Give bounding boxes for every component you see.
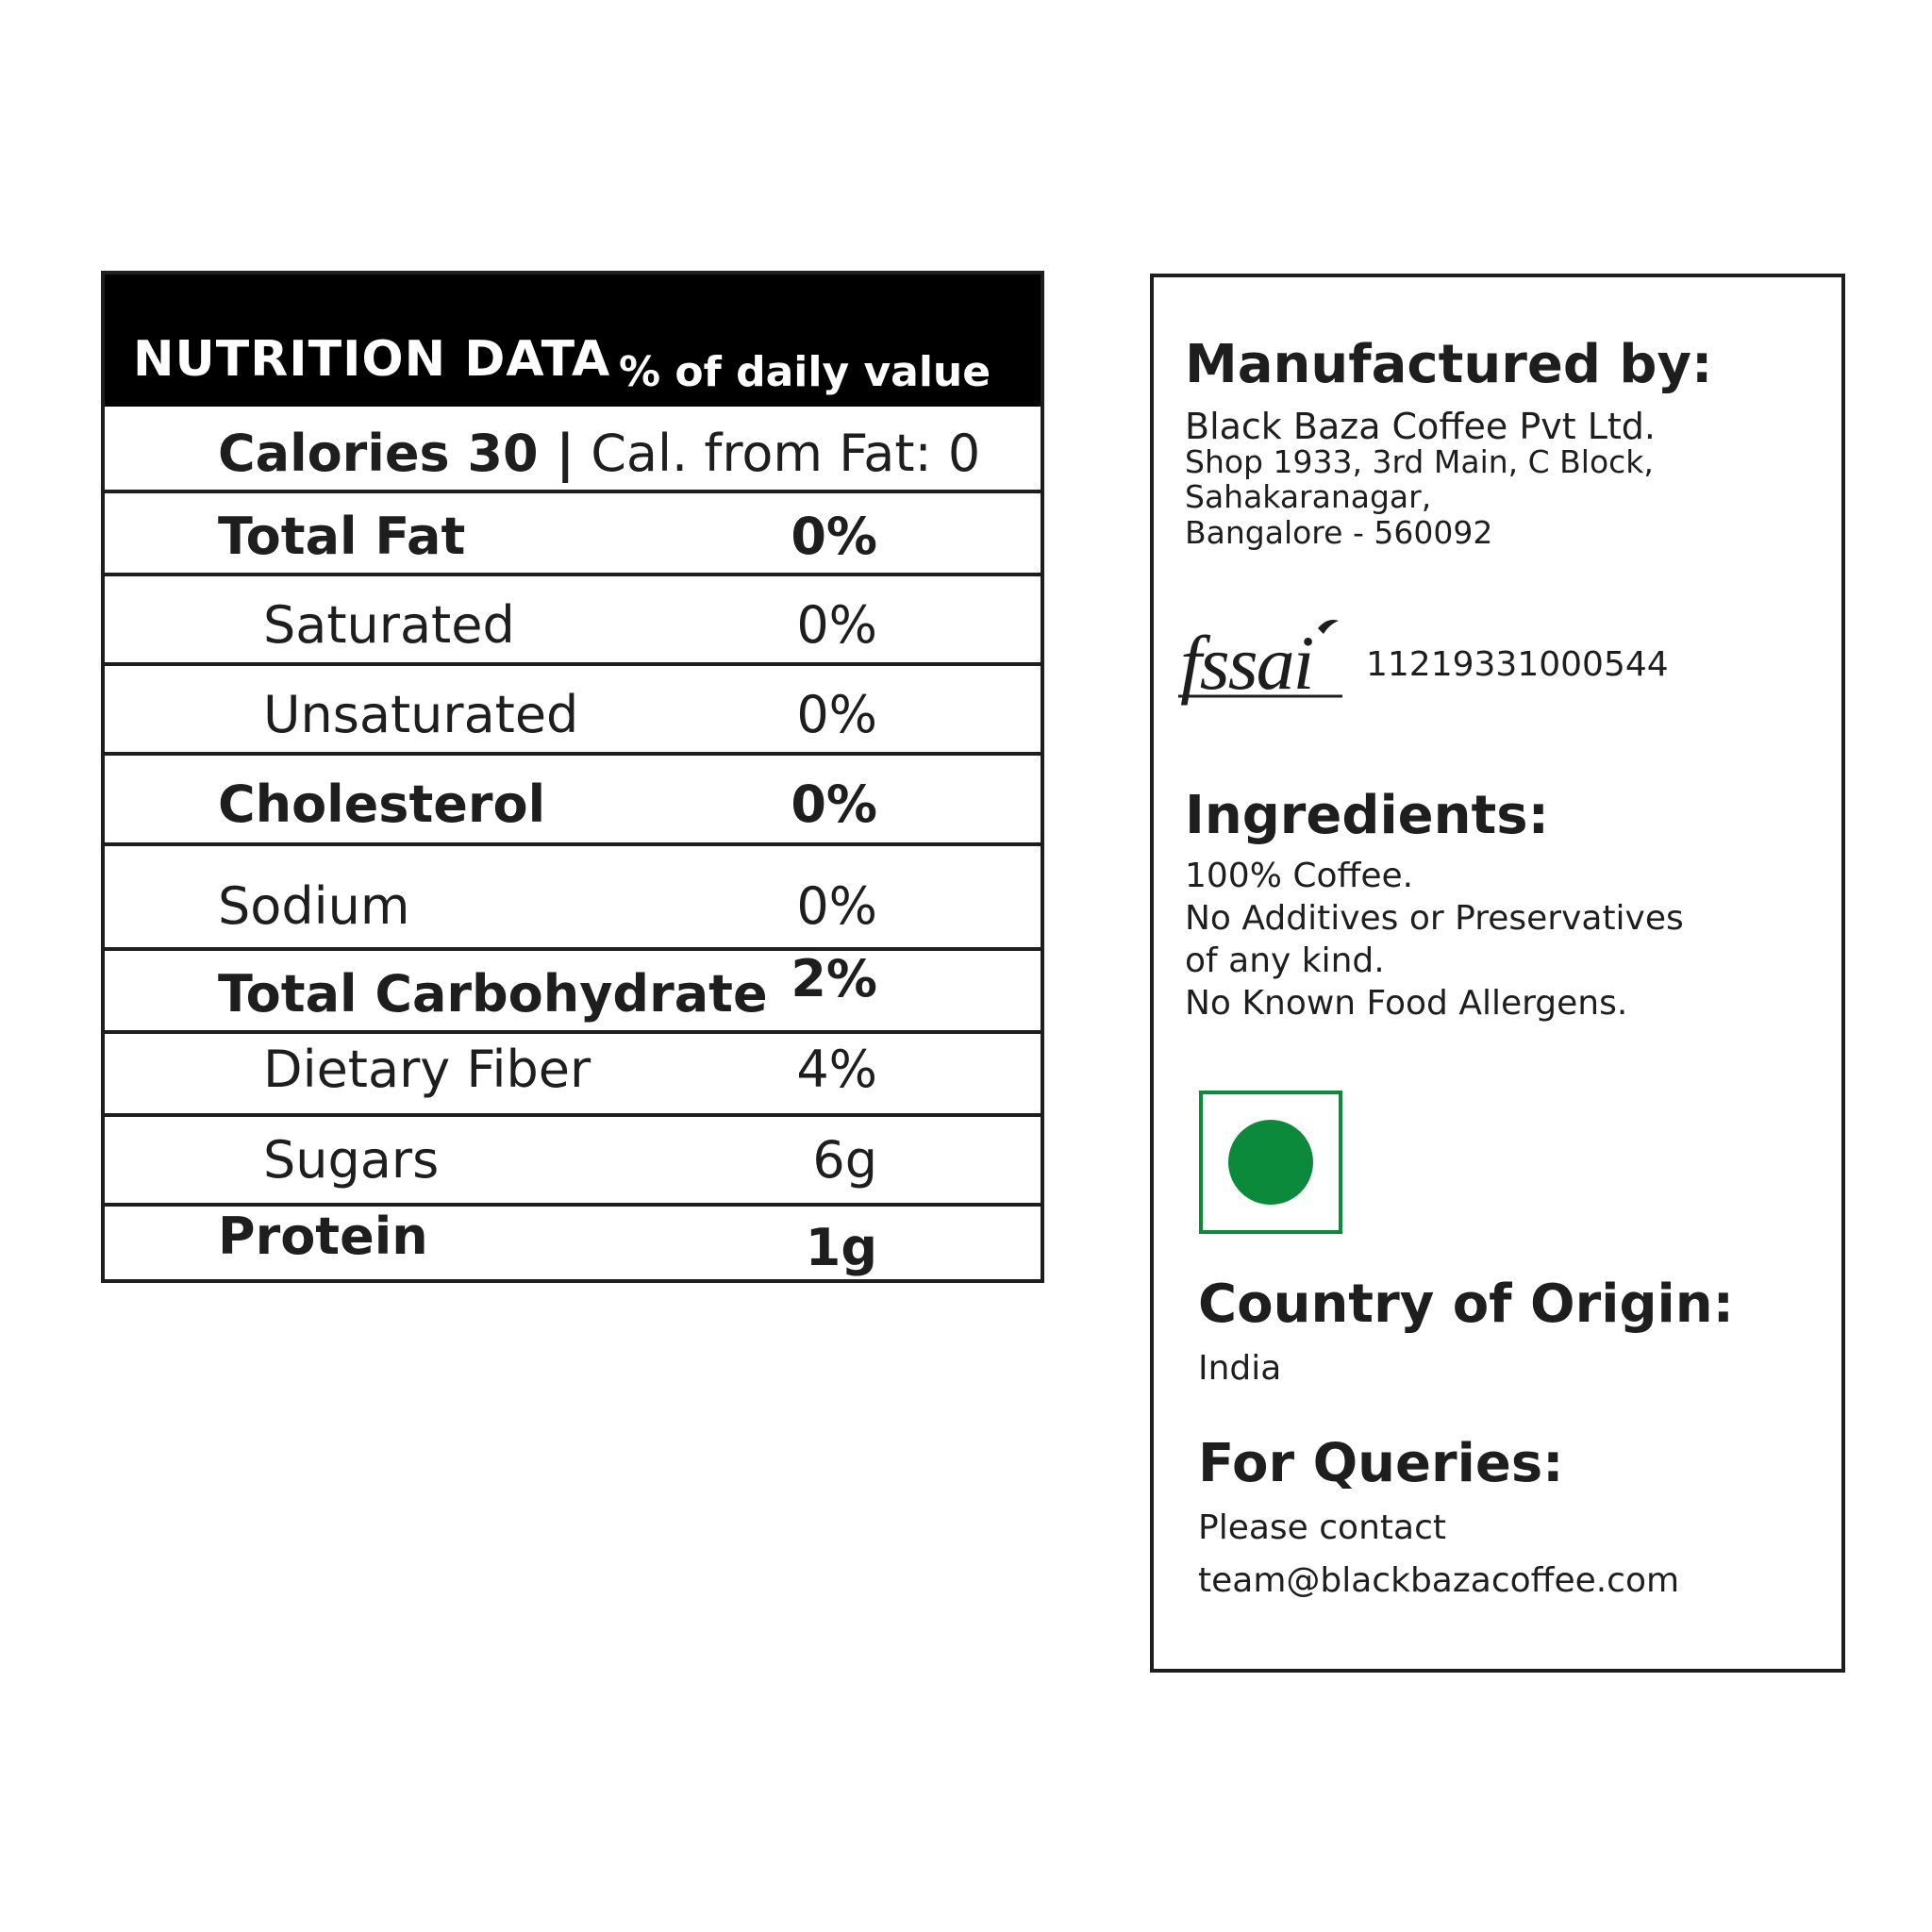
queries-heading: For Queries: (1198, 1433, 1564, 1494)
nutrient-value: 4% (796, 1040, 877, 1099)
nutrient-label: Protein (218, 1207, 428, 1266)
nutrient-label: Sodium (218, 876, 410, 936)
nutrition-header (105, 275, 1041, 407)
manufacturer-heading: Manufactured by: (1185, 334, 1713, 395)
nutrient-row-saturated (105, 573, 1041, 662)
origin-heading: Country of Origin: (1198, 1274, 1734, 1335)
nutrient-label: Unsaturated (263, 685, 579, 744)
ingredients-line: No Additives or Preservatives (1185, 899, 1684, 938)
nutrient-label: Total Fat (218, 507, 466, 566)
nutrient-row-total-fat (105, 490, 1041, 573)
ingredients-line: of any kind. (1185, 941, 1385, 980)
nutrient-value: 0% (796, 685, 877, 744)
calories-text (218, 424, 980, 483)
fssai-license-number: 11219331000544 (1366, 645, 1669, 684)
nutrient-value: 0% (791, 774, 877, 834)
nutrient-row-unsaturated (105, 662, 1041, 752)
nutrient-value: 0% (796, 595, 877, 655)
origin-value: India (1198, 1349, 1282, 1388)
calories-value: Calories 30 | (218, 424, 575, 483)
nutrient-row-sodium (105, 842, 1041, 947)
queries-email: team@blackbazacoffee.com (1198, 1561, 1680, 1600)
nutrient-row-total-carbohydrate (105, 947, 1041, 1030)
queries-line: Please contact (1198, 1508, 1446, 1547)
nutrient-value: 0% (791, 507, 877, 566)
calories-from-fat: Cal. from Fat: 0 (575, 424, 981, 483)
nutrition-title: NUTRITION DATA (133, 331, 611, 388)
ingredients-line: 100% Coffee. (1185, 857, 1414, 895)
fssai-logo-text: fssai (1180, 620, 1313, 706)
manufacturer-address-line: Shop 1933, 3rd Main, C Block, (1185, 443, 1654, 480)
nutrient-row-cholesterol (105, 752, 1041, 842)
daily-value-label: % of daily value (619, 348, 991, 396)
product-info-panel (1150, 274, 1845, 1673)
nutrient-row-sugars (105, 1113, 1041, 1203)
nutrient-row-protein (105, 1203, 1041, 1283)
veg-symbol-icon (1199, 1091, 1342, 1234)
ingredients-line: No Known Food Allergens. (1185, 984, 1628, 1023)
nutrient-value: 0% (796, 876, 877, 936)
veg-dot (1228, 1120, 1313, 1205)
ingredients-heading: Ingredients: (1185, 785, 1550, 846)
fssai-logo-icon (1176, 615, 1346, 709)
nutrient-row-dietary-fiber (105, 1030, 1041, 1113)
nutrient-value: 2% (791, 949, 877, 1008)
nutrient-value: 1g (805, 1218, 877, 1277)
nutrient-label: Dietary Fiber (263, 1040, 591, 1099)
nutrient-label: Saturated (263, 595, 515, 655)
nutrient-label: Total Carbohydrate (218, 964, 768, 1024)
nutrient-label: Sugars (263, 1130, 440, 1190)
calories-row (105, 407, 1041, 490)
nutrition-panel (101, 271, 1044, 1283)
manufacturer-address-line: Sahakaranagar, (1185, 478, 1432, 515)
manufacturer-company: Black Baza Coffee Pvt Ltd. (1185, 406, 1657, 447)
nutrient-label: Cholesterol (218, 774, 546, 834)
manufacturer-address-line: Bangalore - 560092 (1185, 514, 1493, 551)
nutrient-value: 6g (812, 1130, 877, 1190)
